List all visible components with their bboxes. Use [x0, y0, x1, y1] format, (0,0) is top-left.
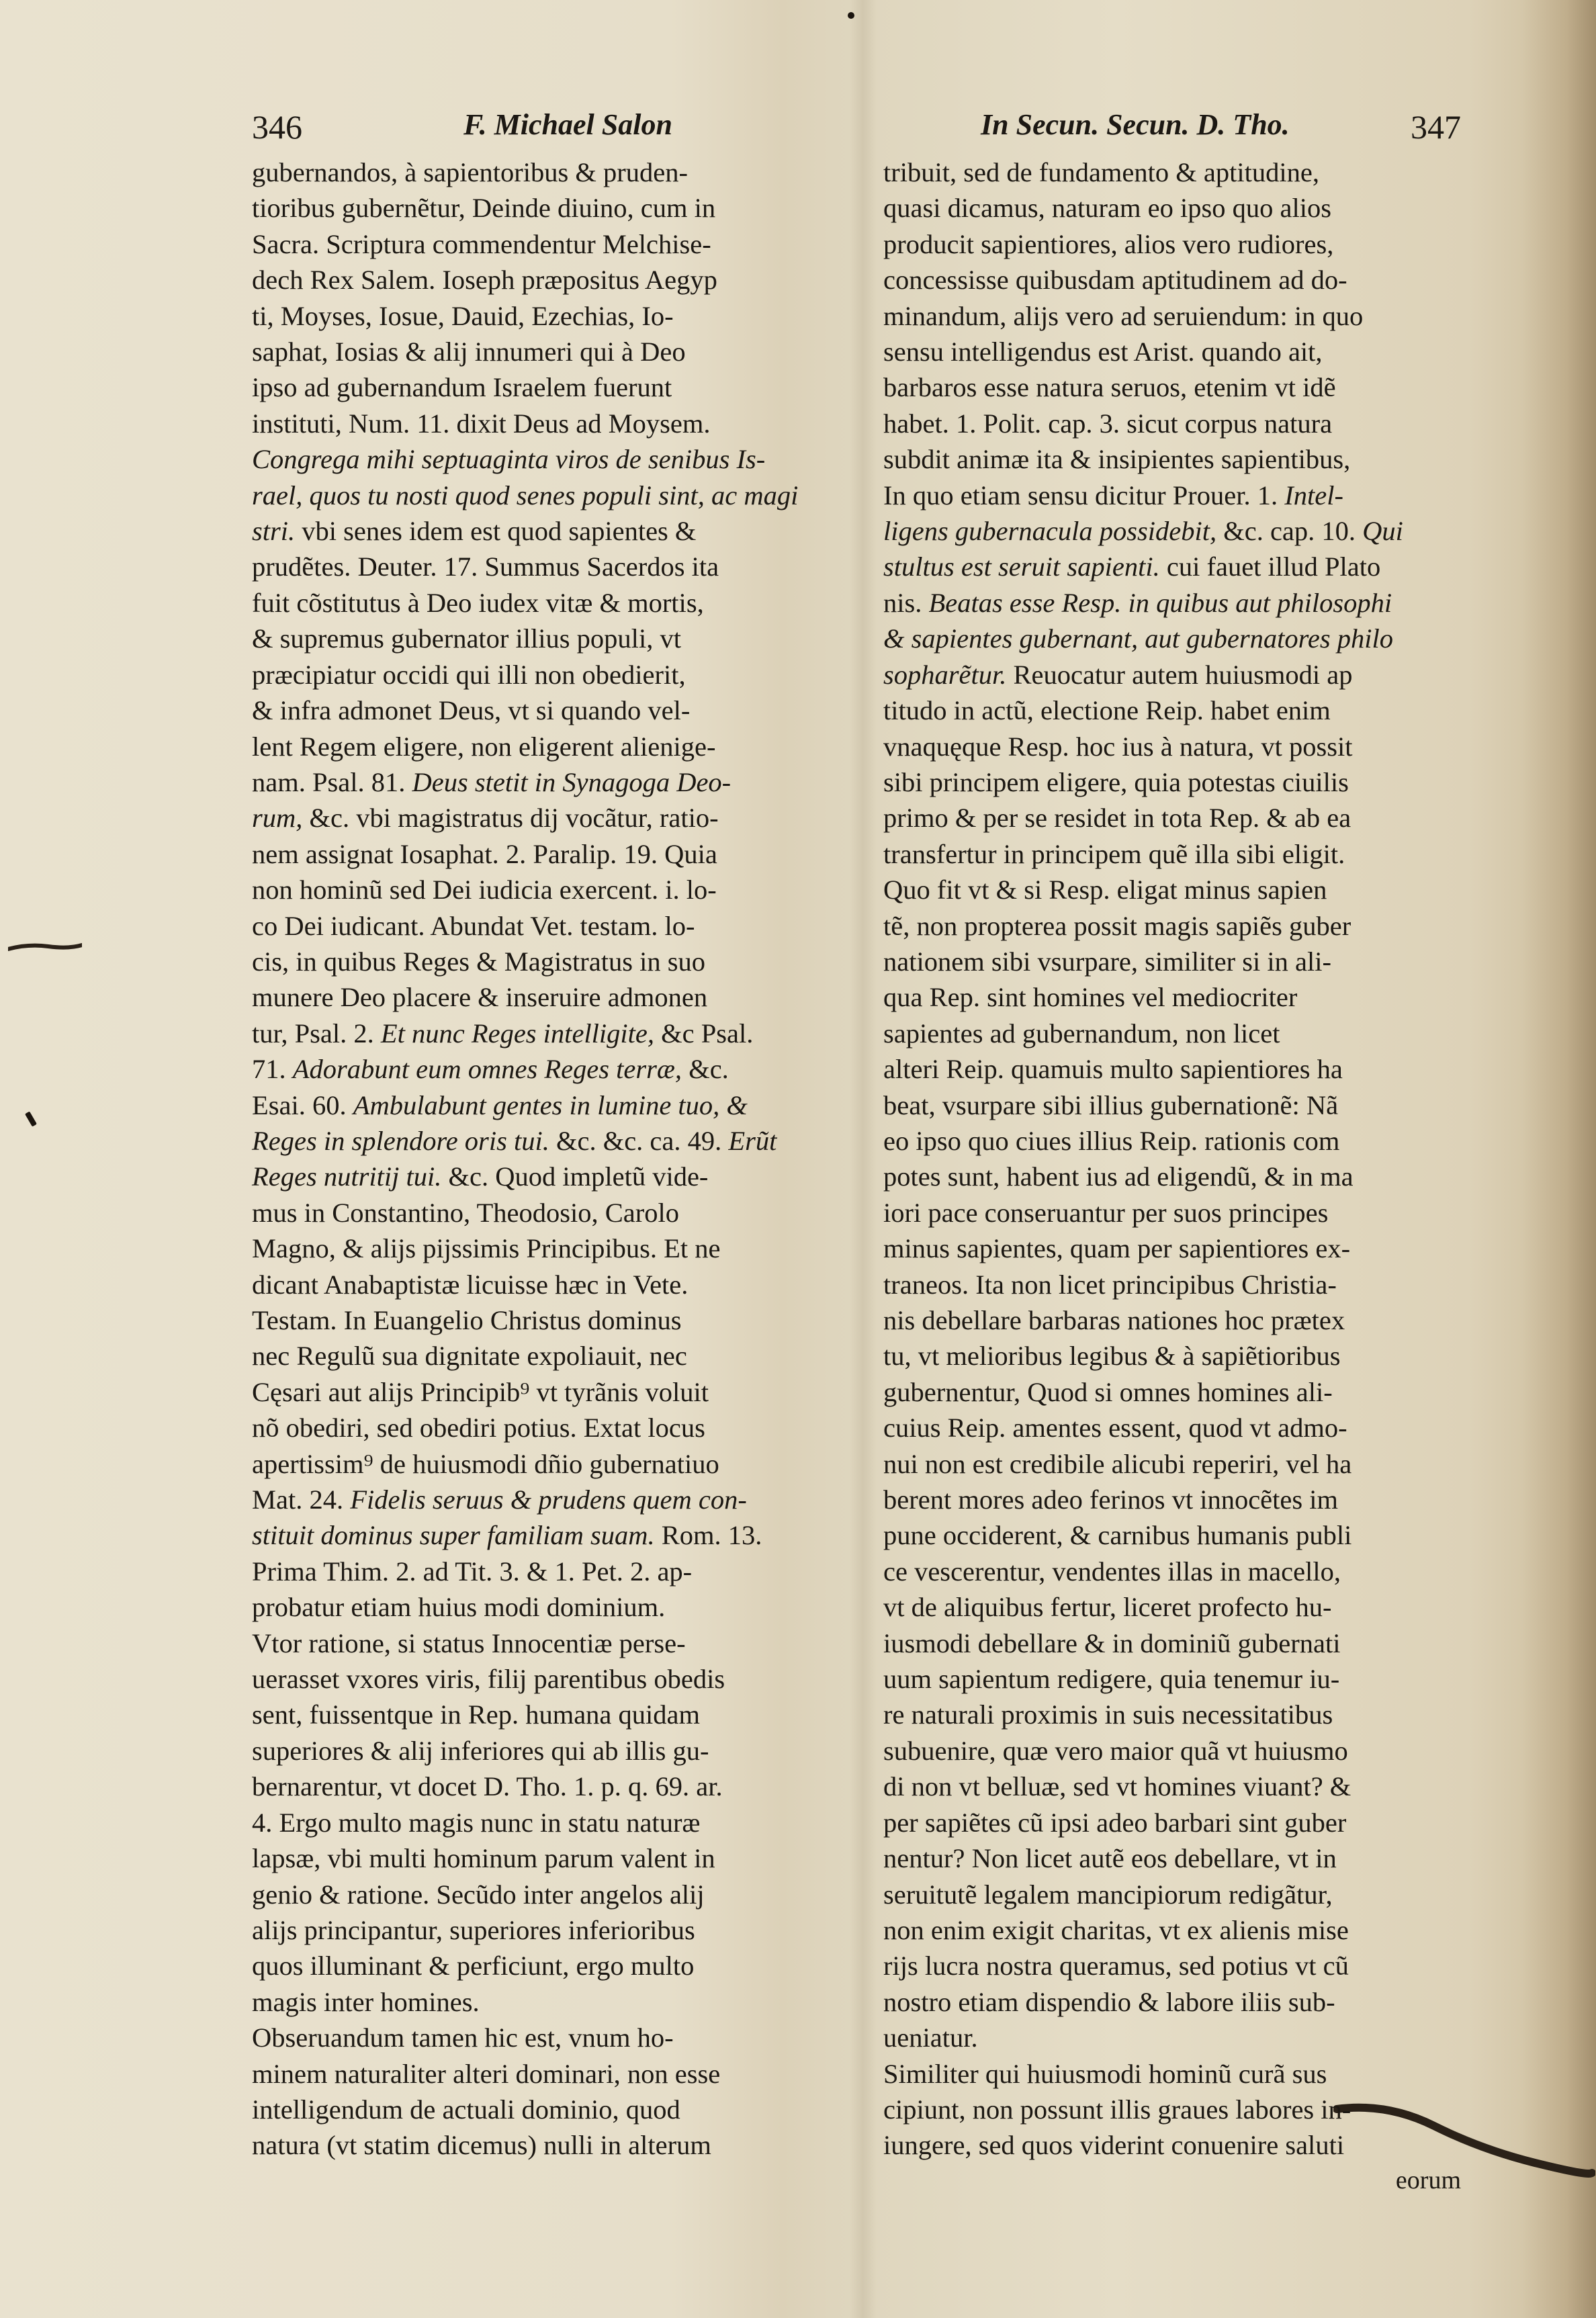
text-line: vnaquęque Resp. hoc ius à natura, vt possit [883, 731, 1353, 762]
text-line: concessisse quibusdam aptitudinem ad do- [883, 265, 1347, 296]
italic-quotation: Fidelis seruus & prudens quem con- [350, 1484, 747, 1515]
text-line: bernarentur, vt docet D. Tho. 1. p. q. 69. ar. [252, 1771, 723, 1802]
text-line: nec Regulũ sua dignitate expoliauit, nec [252, 1341, 687, 1372]
text-line: barbaros esse natura seruos, etenim vt idẽ [883, 372, 1336, 403]
text-line: nis. Beatas esse Resp. in quibus aut philosophi [883, 587, 1392, 618]
text-line: ce vescerentur, vendentes illas in macello, [883, 1556, 1341, 1587]
text-line: tur, Psal. 2. Et nunc Reges intelligite, &c Psal. [252, 1018, 754, 1049]
text-line: sopharẽtur. Reuocatur autem huiusmodi ap [883, 659, 1353, 690]
text-line: nostro etiam dispendio & labore iliis sub- [883, 1986, 1335, 2017]
text-line: In quo etiam sensu dicitur Prouer. 1. Intel- [883, 480, 1343, 510]
italic-quotation: Adorabunt eum omnes Reges terræ, [292, 1054, 682, 1085]
text-line: iusmodi debellare & in dominiũ gubernati [883, 1628, 1341, 1658]
text-line: mus in Constantino, Theodosio, Carolo [252, 1197, 679, 1228]
italic-quotation: Intel- [1284, 480, 1343, 510]
text-line: Similiter qui huiusmodi hominũ curã sus [883, 2058, 1327, 2089]
text-line: ueniatur. [883, 2022, 978, 2053]
text-line: munere Deo placere & inseruire admonen [252, 982, 708, 1013]
text-line: qua Rep. sint homines vel mediocriter [883, 982, 1298, 1013]
italic-quotation: sopharẽtur. [883, 659, 1007, 690]
text-line: sapientes ad gubernandum, non licet [883, 1018, 1280, 1049]
text-line: beat, vsurpare sibi illius gubernationẽ: Nã [883, 1089, 1339, 1120]
text-line: ipso ad gubernandum Israelem fuerunt [252, 372, 672, 403]
text-line: dech Rex Salem. Ioseph præpositus Aegyp [252, 265, 717, 296]
page-number: 347 [1411, 108, 1461, 146]
text-line: gubernandos, à sapientoribus & pruden- [252, 157, 688, 187]
text-line: rijs lucra nostra queramus, sed potius vt cũ [883, 1951, 1349, 1981]
text-line [252, 441, 850, 477]
right-page [883, 107, 1474, 2197]
italic-quotation: stri. [252, 516, 296, 547]
text-line: seruitutẽ legalem mancipiorum redigãtur, [883, 1879, 1333, 1910]
text-line: ligens gubernacula possidebit, &c. cap. 10. Qui [883, 516, 1403, 547]
text-line: Testam. In Euangelio Christus dominus [252, 1305, 682, 1335]
text-line: primo & per se residet in tota Rep. & ab ea [883, 803, 1351, 834]
text-line: Quo fit vt & si Resp. eligat minus sapien [883, 875, 1327, 905]
running-title: F. Michael Salon [463, 108, 672, 141]
text-line: quasi dicamus, naturam eo ipso quo alios [883, 193, 1332, 224]
text-line: Mat. 24. Fidelis seruus & prudens quem con- [252, 1484, 747, 1515]
text-line: Magno, & alijs pijssimis Principibus. Et ne [252, 1233, 721, 1264]
text-line: fuit cõstitutus à Deo iudex vitæ & mortis, [252, 587, 704, 618]
text-line: habet. 1. Polit. cap. 3. sicut corpus natura [883, 408, 1333, 439]
text-line: uum sapientum redigere, quia tenemur iu- [883, 1664, 1340, 1695]
text-line: prudẽtes. Deuter. 17. Summus Sacerdos ita [252, 551, 719, 582]
text-line: di non vt belluæ, sed vt homines viuant? & [883, 1771, 1351, 1802]
text-line: Prima Thim. 2. ad Tit. 3. & 1. Pet. 2. ap- [252, 1556, 693, 1587]
text-line: nationem sibi vsurpare, similiter si in ali- [883, 946, 1332, 977]
text-line: stituit dominus super familiam suam. Rom. 13. [252, 1520, 762, 1551]
ink-speck [25, 1111, 37, 1126]
text-line: intelligendum de actuali dominio, quod [252, 2094, 680, 2125]
text-line: stultus est seruit sapienti. cui fauet illud Plato [883, 551, 1381, 582]
italic-quotation: rum, [252, 803, 303, 834]
italic-quotation: stultus est seruit sapienti. [883, 551, 1160, 582]
text-column [883, 154, 1474, 2164]
ink-speck [848, 12, 854, 19]
text-line: berent mores adeo ferinos vt innocẽtes im [883, 1484, 1339, 1515]
running-head [883, 107, 1474, 154]
text-line: dicant Anabaptistæ licuisse hæc in Vete. [252, 1269, 689, 1300]
page-number: 346 [252, 108, 302, 146]
text-line: & infra admonet Deus, vt si quando vel- [252, 695, 691, 726]
italic-quotation: Et nunc Reges intelligite, [380, 1018, 655, 1049]
text-line: tribuit, sed de fundamento & aptitudine, [883, 157, 1319, 187]
text-line: non hominũ sed Dei iudicia exercent. i. lo- [252, 875, 717, 905]
text-line: cipiunt, non possunt illis graues labores in- [883, 2094, 1351, 2125]
text-line: natura (vt statim dicemus) nulli in alterum [252, 2130, 711, 2161]
text-line: eo ipso quo ciues illius Reip. rationis com [883, 1125, 1340, 1156]
text-line: quos illuminant & perficiunt, ergo multo [252, 1951, 695, 1981]
text-line: uerasset vxores viris, filij parentibus obedis [252, 1664, 725, 1695]
text-line: traneos. Ita non licet principibus Christia- [883, 1269, 1337, 1300]
catchword: eorum [1395, 2166, 1461, 2194]
text-line [883, 621, 1474, 656]
text-line: nõ obediri, sed obediri potius. Extat locus [252, 1413, 705, 1443]
text-line: Vtor ratione, si status Innocentiæ perse- [252, 1628, 686, 1658]
text-line: saphat, Iosias & alij innumeri qui à Deo [252, 337, 686, 367]
text-line: non enim exigit charitas, vt ex alienis mise [883, 1914, 1349, 1945]
text-line: Sacra. Scriptura commendentur Melchise- [252, 228, 711, 259]
text-column [252, 154, 850, 2164]
text-line: Esai. 60. Ambulabunt gentes in lumine tuo, & [252, 1089, 748, 1120]
text-line: nem assignat Iosaphat. 2. Paralip. 19. Quia [252, 838, 717, 869]
italic-quotation: ligens gubernacula possidebit, [883, 516, 1217, 547]
text-line: ti, Moyses, Iosue, Dauid, Ezechias, Io- [252, 300, 674, 331]
text-line: rum, &c. vbi magistratus dij vocãtur, ratio- [252, 803, 719, 834]
running-head [252, 107, 850, 154]
text-line: subuenire, quæ vero maior quã vt huiusmo [883, 1735, 1348, 1766]
text-line: iori pace conseruantur per suos principes [883, 1197, 1329, 1228]
text-line: iungere, sed quos viderint conuenire saluti [883, 2130, 1345, 2161]
text-line: apertissim⁹ de huiusmodi dñio gubernatiuo [252, 1448, 719, 1479]
text-line: pune occiderent, & carnibus humanis publi [883, 1520, 1352, 1551]
text-line: cuius Reip. amentes essent, quod vt admo- [883, 1413, 1347, 1443]
left-page [252, 107, 850, 2164]
book-gutter [850, 0, 877, 2318]
text-line: subdit animæ ita & insipientes sapientibus, [883, 444, 1351, 475]
text-line: sent, fuissentque in Rep. humana quidam [252, 1699, 701, 1730]
italic-quotation: Reges nutritij tui. [252, 1161, 442, 1192]
text-line: Reges in splendore oris tui. &c. &c. ca. 49. Erũt [252, 1125, 777, 1156]
text-line: nam. Psal. 81. Deus stetit in Synagoga Deo- [252, 766, 732, 797]
text-line: potes sunt, habent ius ad eligendũ, & in ma [883, 1161, 1354, 1192]
italic-quotation: rael, quos tu nosti quod senes populi sint, ac magi [252, 480, 799, 510]
italic-quotation: stituit dominus super familiam suam. [252, 1520, 655, 1551]
text-line: probatur etiam huius modi dominium. [252, 1592, 666, 1623]
text-line: co Dei iudicant. Abundat Vet. testam. lo- [252, 910, 695, 941]
text-line: alijs principantur, superiores inferioribus [252, 1914, 695, 1945]
text-line [252, 478, 850, 513]
text-line: nui non est credibile alicubi reperiri, vel ha [883, 1448, 1352, 1479]
page-edge-shading [1522, 0, 1596, 2318]
text-line: sibi principem eligere, quia potestas ciuilis [883, 766, 1349, 797]
text-line: 71. Adorabunt eum omnes Reges terræ, &c. [252, 1054, 729, 1085]
text-line: minem naturaliter alteri dominari, non esse [252, 2058, 721, 2089]
text-line: nis debellare barbaras nationes hoc prætex [883, 1305, 1345, 1335]
running-title: In Secun. Secun. D. Tho. [981, 108, 1290, 141]
text-line: alteri Reip. quamuis multo sapientiores ha [883, 1054, 1343, 1085]
text-line: 4. Ergo multo magis nunc in statu naturæ [252, 1807, 701, 1838]
text-line: producit sapientiores, alios vero rudiores, [883, 228, 1334, 259]
text-line: tẽ, non propterea possit magis sapiẽs guber [883, 910, 1351, 941]
text-line: cis, in quibus Reges & Magistratus in suo [252, 946, 705, 977]
text-line: per sapiẽtes cũ ipsi adeo barbari sint guber [883, 1807, 1347, 1838]
italic-quotation: Beatas esse Resp. in quibus aut philosophi [928, 587, 1392, 618]
text-line: & supremus gubernator illius populi, vt [252, 623, 681, 654]
text-line: tu, vt melioribus legibus & à sapiẽtioribus [883, 1341, 1341, 1372]
italic-quotation: Reges in splendore oris tui. [252, 1125, 549, 1156]
text-line: vt de aliquibus fertur, liceret profecto hu- [883, 1592, 1332, 1623]
italic-quotation: & sapientes gubernant, aut gubernatores philo [883, 623, 1393, 654]
text-line: superiores & alij inferiores qui ab illis gu- [252, 1735, 709, 1766]
italic-quotation: Ambulabunt gentes in lumine tuo, & [353, 1089, 748, 1120]
text-line: lent Regem eligere, non eligerent alienige- [252, 731, 716, 762]
text-line: Cęsari aut alijs Principib⁹ vt tyrãnis voluit [252, 1376, 709, 1407]
italic-quotation: Qui [1362, 516, 1403, 547]
margin-stain [8, 937, 82, 957]
italic-quotation: Deus stetit in Synagoga Deo- [412, 766, 732, 797]
text-line: lapsæ, vbi multi hominum parum valent in [252, 1843, 715, 1874]
text-line: stri. vbi senes idem est quod sapientes & [252, 516, 697, 547]
text-line: transfertur in principem quẽ illa sibi eligit. [883, 838, 1345, 869]
text-line: minandum, alijs vero ad seruiendum: in quo [883, 300, 1364, 331]
text-line: Reges nutritij tui. &c. Quod impletũ vide- [252, 1161, 709, 1192]
text-line: Obseruandum tamen hic est, vnum ho- [252, 2022, 674, 2053]
text-line: re naturali proximis in suis necessitatibus [883, 1699, 1333, 1730]
text-line: præcipiatur occidi qui illi non obedierit, [252, 659, 686, 690]
italic-quotation: Erũt [728, 1125, 777, 1156]
text-line: tioribus gubernẽtur, Deinde diuino, cum in [252, 193, 716, 224]
text-line: genio & ratione. Secũdo inter angelos alij [252, 1879, 705, 1910]
text-line: titudo in actũ, electione Reip. habet enim [883, 695, 1331, 726]
text-line: sensu intelligendus est Arist. quando ait, [883, 337, 1323, 367]
italic-quotation: Congrega mihi septuaginta viros de senibus Is- [252, 444, 766, 475]
text-line: instituti, Num. 11. dixit Deus ad Moysem. [252, 408, 711, 439]
text-line: nentur? Non licet autẽ eos debellare, vt in [883, 1843, 1337, 1874]
text-line: magis inter homines. [252, 1986, 480, 2017]
text-line: gubernentur, Quod si omnes homines ali- [883, 1376, 1333, 1407]
text-line: minus sapientes, quam per sapientiores ex- [883, 1233, 1351, 1264]
